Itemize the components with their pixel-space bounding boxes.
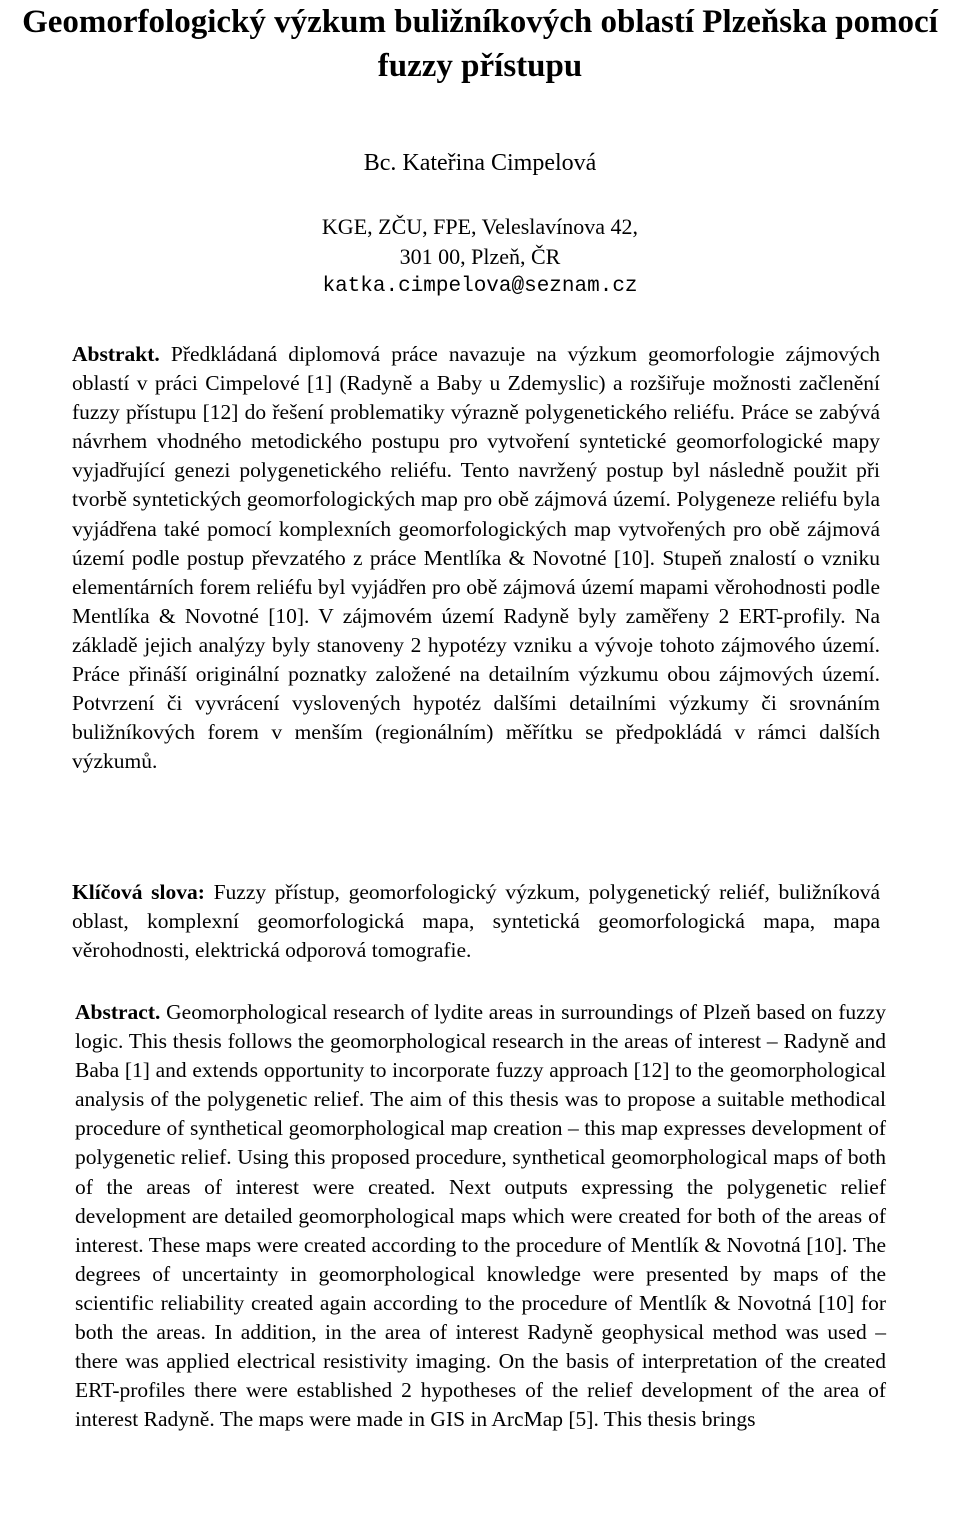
abstract-label: Abstract. — [75, 1000, 161, 1024]
keywords-label: Klíčová slova: — [72, 880, 205, 904]
affiliation — [0, 212, 960, 302]
author-name: Bc. Kateřina Cimpelová — [363, 150, 597, 176]
paper-title: Geomorfologický výzkum buližníkových oblastí Plzeňska pomocí fuzzy přístupu — [22, 4, 938, 84]
abstrakt-label: Abstrakt. — [72, 342, 160, 366]
keywords-paragraph — [72, 878, 880, 965]
abstract-paragraph — [75, 998, 886, 1434]
abstrakt-paragraph — [72, 340, 880, 776]
keywords-text: Fuzzy přístup, geomorfologický výzkum, polygenetický reliéf, buližníková oblast, komplexní geomorfologická mapa, syntetická geomorfologická mapa, mapa věrohodnosti, elektrická odporová tomografie. — [72, 880, 881, 963]
abstract-text: Geomorphological research of lydite areas in surroundings of Plzeň based on fuzzy logic. This thesis follows the geomorphological research in the areas of interest – Radyně and Baba [1] and extends opportunity to incorporate fuzzy approach [12] to the geomorphological analysis of the polygenetic relief. The aim of this thesis was to propose a suitable methodical procedure of synthetical geomorphological map creation – this map expresses development of polygenetic relief. Using this proposed procedure, synthetical geomorphological maps of both of the areas of interest were created. Next outputs expressing the polygenetic relief development are detailed geomorphological maps which were created for both of the areas of interest. These maps were created according to the procedure of Mentlík & Novotná [10]. The degrees of uncertainty in geomorphological knowledge were presented by maps of the scientific reliability created again according to the procedure of Mentlík & Novotná [10] for both the areas. In addition, in the area of interest Radyně geophysical method was used – there was applied electrical resistivity imaging. On the basis of interpretation of the created ERT-profiles there were established 2 hypotheses of the relief development of the area of interest Radyně. The maps were made in GIS in ArcMap [5]. This thesis brings — [75, 1000, 887, 1432]
author-email[interactable]: katka.cimpelova@seznam.cz — [322, 275, 638, 298]
affiliation-line-2: 301 00, Plzeň, ČR — [399, 244, 561, 269]
abstrakt-text: Předkládaná diplomová práce navazuje na výzkum geomorfologie zájmových oblastí v práci Cimpelové [1] (Radyně a Baby u Zdemyslic) a rozšiřuje možnosti začlenění fuzzy přístupu [12] do řešení problematiky výrazně polygenetického reliéfu. Práce se zabývá návrhem vhodného metodického postupu pro vytvoření syntetické geomorfologické mapy vyjadřující genezi polygenetického reliéfu. Tento navržený postup byl následně použit při tvorbě syntetických geomorfologických map pro obě zájmová území. Polygeneze reliéfu byla vyjádřena také pomocí komplexních geomorfologických map vytvořených pro obě zájmová území podle postup převzatého z práce Mentlíka & Novotné [10]. Stupeň znalostí o vzniku elementárních forem reliéfu byl vyjádřen pro obě zájmová území mapami věrohodnosti podle Mentlíka & Novotné [10]. V zájmovém území Radyně byly zaměřeny 2 ERT-profily. Na základě jejich analýzy byly stanoveny 2 hypotézy vzniku a vývoje tohoto zájmového území. Práce přináší originální poznatky založené na detailním výzkumu obou zájmových území. Potvrzení či vyvrácení vyslovených hypotéz dalšími detailními výzkumy či srovnáním buližníkových forem v menším (regionálním) měřítku se předpokládá v rámci dalších výzkumů. — [72, 342, 880, 774]
affiliation-line-1: KGE, ZČU, FPE, Veleslavínova 42, — [321, 214, 639, 239]
